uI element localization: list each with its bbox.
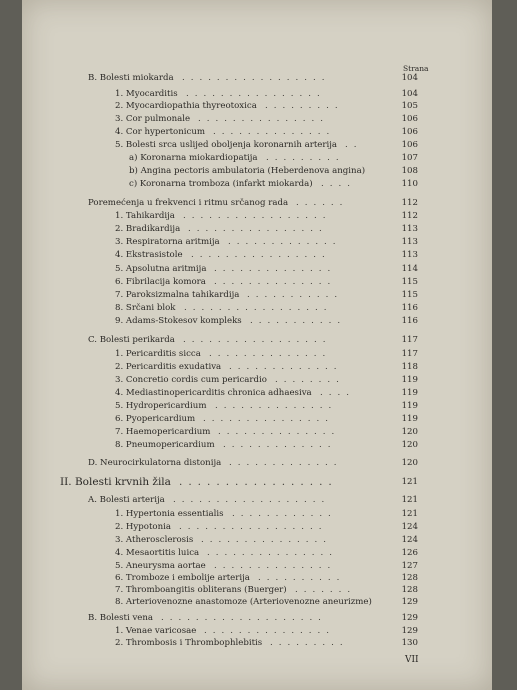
toc-entry-page: 113 bbox=[401, 250, 418, 260]
toc-entry-page: 121 bbox=[401, 495, 418, 505]
toc-entry-page: 120 bbox=[401, 427, 418, 437]
toc-entry bbox=[60, 476, 338, 488]
toc-entry bbox=[115, 573, 346, 584]
toc-entry-title: 7. Haemopericardium bbox=[115, 427, 211, 437]
toc-entry-page: 129 bbox=[401, 597, 418, 607]
toc-entry-page: 118 bbox=[401, 362, 418, 372]
toc-entry-page: 119 bbox=[401, 388, 418, 398]
toc-entry bbox=[115, 375, 345, 386]
toc-entry-page: 129 bbox=[401, 613, 418, 623]
toc-entry bbox=[115, 638, 349, 649]
dot-leader: .............. bbox=[214, 264, 337, 274]
toc-entry-page: 106 bbox=[401, 114, 418, 124]
toc-entry-title: 1. Myocarditis bbox=[115, 89, 178, 99]
toc-entry bbox=[115, 548, 338, 559]
toc-entry-title: 6. Pyopericardium bbox=[115, 414, 196, 424]
dot-leader: ........... bbox=[250, 316, 347, 326]
dot-leader: ................... bbox=[161, 613, 327, 623]
toc-entry bbox=[115, 250, 331, 261]
toc-entry-page: 104 bbox=[401, 89, 418, 99]
toc-entry-page: 115 bbox=[401, 290, 418, 300]
toc-entry bbox=[115, 414, 334, 425]
dot-leader: ................ bbox=[191, 250, 331, 260]
toc-entry bbox=[115, 597, 372, 608]
toc-entry-title: 5. Hydropericardium bbox=[115, 401, 207, 411]
toc-entry-title: B. Bolesti miokarda bbox=[88, 73, 174, 83]
toc-entry-title: 1. Hypertonia essentialis bbox=[115, 509, 224, 519]
toc-entry bbox=[88, 198, 349, 209]
toc-entry bbox=[115, 114, 329, 125]
dot-leader: ........... bbox=[247, 290, 344, 300]
toc-entry-title: 5. Aneurysma aortae bbox=[115, 561, 206, 571]
toc-entry bbox=[115, 362, 343, 373]
toc-entry bbox=[88, 495, 331, 506]
dot-leader: ............. bbox=[228, 237, 342, 247]
toc-entry bbox=[115, 237, 342, 248]
toc-entry-page: 128 bbox=[401, 573, 418, 583]
dot-leader: ................. bbox=[184, 303, 333, 313]
dot-leader: ............. bbox=[223, 440, 337, 450]
toc-entry bbox=[115, 224, 328, 235]
toc-entry-page: 121 bbox=[401, 477, 418, 487]
toc-entry-page: 114 bbox=[401, 264, 418, 274]
toc-entry-title: a) Koronarna miokardiopatija bbox=[129, 153, 258, 163]
dot-leader: ............. bbox=[229, 458, 343, 468]
toc-entry bbox=[115, 303, 333, 314]
dot-leader: ....... bbox=[295, 585, 357, 595]
dot-leader: .............. bbox=[214, 561, 337, 571]
toc-entry-page: 119 bbox=[401, 414, 418, 424]
toc-entry bbox=[115, 277, 337, 288]
toc-entry-title: 3. Cor pulmonale bbox=[115, 114, 191, 124]
dot-leader: ............. bbox=[229, 362, 343, 372]
dot-leader: .... bbox=[321, 179, 356, 189]
toc-entry-page: 115 bbox=[401, 277, 418, 287]
toc-entry-page: 128 bbox=[401, 585, 418, 595]
toc-entry-title: 3. Concretio cordis cum pericardio bbox=[115, 375, 267, 385]
toc-entry bbox=[115, 522, 328, 533]
toc-entry bbox=[115, 401, 338, 412]
toc-entry bbox=[115, 349, 332, 360]
toc-entry-title: 6. Fibrilacija komora bbox=[115, 277, 206, 287]
toc-entry-title: 8. Arteriovenozne anastomoze (Arteriovenozne aneurizme) bbox=[115, 597, 372, 607]
dot-leader: ............... bbox=[207, 548, 338, 558]
toc-entry-page: 107 bbox=[401, 153, 418, 163]
toc-entry bbox=[88, 458, 343, 469]
dot-leader: ................ bbox=[186, 89, 326, 99]
toc-entry bbox=[115, 264, 337, 275]
toc-entry-title: 1. Tahikardija bbox=[115, 211, 175, 221]
toc-entry-title: 6. Tromboze i embolije arterija bbox=[115, 573, 250, 583]
toc-entry-title: 4. Ekstrasistole bbox=[115, 250, 183, 260]
toc-entry bbox=[129, 166, 365, 177]
book-page bbox=[22, 0, 492, 690]
toc-entry-title: 2. Pericarditis exudativa bbox=[115, 362, 222, 372]
toc-entry-page: 121 bbox=[401, 509, 418, 519]
toc-entry-page: 117 bbox=[401, 349, 418, 359]
toc-entry bbox=[88, 613, 327, 624]
dot-leader: .............. bbox=[213, 127, 336, 137]
toc-entry-title: 9. Adams-Stokesov kompleks bbox=[115, 316, 242, 326]
toc-entry bbox=[115, 388, 355, 399]
toc-entry-page: 117 bbox=[401, 335, 418, 345]
toc-entry-title: 3. Atherosclerosis bbox=[115, 535, 194, 545]
dot-leader: ............... bbox=[201, 535, 332, 545]
toc-entry bbox=[115, 535, 332, 546]
toc-entry-title: 1. Pericarditis sicca bbox=[115, 349, 201, 359]
dot-leader: ............... bbox=[203, 414, 334, 424]
dot-leader: .............. bbox=[214, 277, 337, 287]
toc-entry-title: 2. Hypotonia bbox=[115, 522, 171, 532]
dot-leader: ................. bbox=[183, 335, 332, 345]
dot-leader: .............. bbox=[209, 349, 332, 359]
toc-entry-page: 126 bbox=[401, 548, 418, 558]
toc-entry-page: 113 bbox=[401, 237, 418, 247]
toc-entry-page: 124 bbox=[401, 535, 418, 545]
toc-entry bbox=[115, 440, 337, 451]
dot-leader: .. bbox=[345, 140, 363, 150]
toc-entry bbox=[88, 335, 332, 346]
dot-leader: ...... bbox=[296, 198, 349, 208]
toc-entry-page: 129 bbox=[401, 626, 418, 636]
toc-entry bbox=[115, 89, 326, 100]
toc-entry bbox=[115, 561, 337, 572]
toc-entry bbox=[129, 179, 356, 190]
toc-entry-page: 119 bbox=[401, 375, 418, 385]
toc-entry bbox=[115, 127, 336, 138]
toc-entry-title: 4. Mediastinopericarditis chronica adhaesiva bbox=[115, 388, 312, 398]
toc-entry bbox=[115, 316, 347, 327]
dot-leader: .......... bbox=[258, 573, 346, 583]
dot-leader: ............ bbox=[232, 509, 337, 519]
dot-leader: ............... bbox=[204, 626, 335, 636]
toc-entry-title: 1. Venae varicosae bbox=[115, 626, 197, 636]
toc-entry-page: 106 bbox=[401, 140, 418, 150]
toc-entry-title: 4. Cor hypertonicum bbox=[115, 127, 206, 137]
toc-entry bbox=[115, 101, 344, 112]
toc-entry-page: 116 bbox=[401, 303, 418, 313]
toc-entry-title: 2. Myocardiopathia thyreotoxica bbox=[115, 101, 257, 111]
toc-entry-title: 4. Mesaortitis luica bbox=[115, 548, 200, 558]
dot-leader: ......... bbox=[266, 153, 345, 163]
toc-entry-page: 106 bbox=[401, 127, 418, 137]
toc-entry-title: 2. Thrombosis i Thrombophlebitis bbox=[115, 638, 263, 648]
dot-leader: .................. bbox=[173, 495, 331, 505]
toc-entry-page: 119 bbox=[401, 401, 418, 411]
page-column-header: Strana bbox=[403, 64, 429, 73]
toc-entry bbox=[129, 153, 345, 164]
toc-entry-page: 105 bbox=[401, 101, 418, 111]
toc-entry-title: D. Neurocirkulatorna distonija bbox=[88, 458, 222, 468]
toc-entry-page: 116 bbox=[401, 316, 418, 326]
dot-leader: ................. bbox=[179, 522, 328, 532]
toc-entry-page: 124 bbox=[401, 522, 418, 532]
toc-entry bbox=[115, 585, 357, 596]
toc-entry-title: c) Koronarna tromboza (infarkt miokarda) bbox=[129, 179, 313, 189]
dot-leader: .............. bbox=[215, 401, 338, 411]
toc-entry-title: b) Angina pectoris ambulatoria (Heberdenova angina) bbox=[129, 166, 366, 176]
toc-entry bbox=[115, 290, 344, 301]
toc-entry-page: 108 bbox=[401, 166, 418, 176]
dot-leader: ........ bbox=[275, 375, 345, 385]
dot-leader: .............. bbox=[218, 427, 341, 437]
toc-entry-title: C. Bolesti perikarda bbox=[88, 335, 175, 345]
dot-leader: ................. bbox=[183, 211, 332, 221]
toc-entry-title: 5. Bolesti srca uslijed oboljenja koronarnih arterija bbox=[115, 140, 338, 150]
toc-entry-title: 7. Thromboangitis obliterans (Buerger) bbox=[115, 585, 287, 595]
toc-entry-title: II. Bolesti krvnih žila bbox=[60, 476, 171, 488]
toc-entry-title: 5. Apsolutna aritmija bbox=[115, 264, 207, 274]
toc-entry-page: 120 bbox=[401, 440, 418, 450]
toc-entry-title: 7. Paroksizmalna tahikardija bbox=[115, 290, 240, 300]
toc-entry-page: 120 bbox=[401, 458, 418, 468]
toc-entry-page: 112 bbox=[401, 211, 418, 221]
dot-leader: .... bbox=[320, 388, 355, 398]
toc-entry-page: 110 bbox=[401, 179, 418, 189]
toc-entry-title: Poremećenja u frekvenci i ritmu srčanog rada bbox=[88, 198, 289, 208]
toc-entry-title: 3. Respiratorna aritmija bbox=[115, 237, 220, 247]
dot-leader: ............... bbox=[198, 114, 329, 124]
dot-leader: ................ bbox=[188, 224, 328, 234]
toc-entry-title: 8. Srčani blok bbox=[115, 303, 176, 313]
toc-entry-page: 112 bbox=[401, 198, 418, 208]
page-number-roman: VII bbox=[405, 655, 419, 665]
toc-entry-title: A. Bolesti arterija bbox=[88, 495, 165, 505]
dot-leader: ................. bbox=[179, 476, 338, 488]
toc-entry bbox=[115, 140, 363, 151]
toc-entry-title: 8. Pneumopericardium bbox=[115, 440, 215, 450]
toc-entry-title: B. Bolesti vena bbox=[88, 613, 154, 623]
toc-entry-page: 127 bbox=[401, 561, 418, 571]
toc-entry-page: 104 bbox=[401, 73, 418, 83]
dot-leader: ................. bbox=[182, 73, 331, 83]
dot-leader: ......... bbox=[265, 101, 344, 111]
toc-entry bbox=[115, 211, 332, 222]
toc-entry bbox=[115, 509, 337, 520]
toc-entry bbox=[115, 427, 341, 438]
toc-entry-page: 113 bbox=[401, 224, 418, 234]
toc-entry bbox=[88, 73, 331, 84]
dot-leader: ......... bbox=[270, 638, 349, 648]
toc-entry-page: 130 bbox=[401, 638, 418, 648]
toc-entry-title: 2. Bradikardija bbox=[115, 224, 181, 234]
toc-entry bbox=[115, 626, 335, 637]
